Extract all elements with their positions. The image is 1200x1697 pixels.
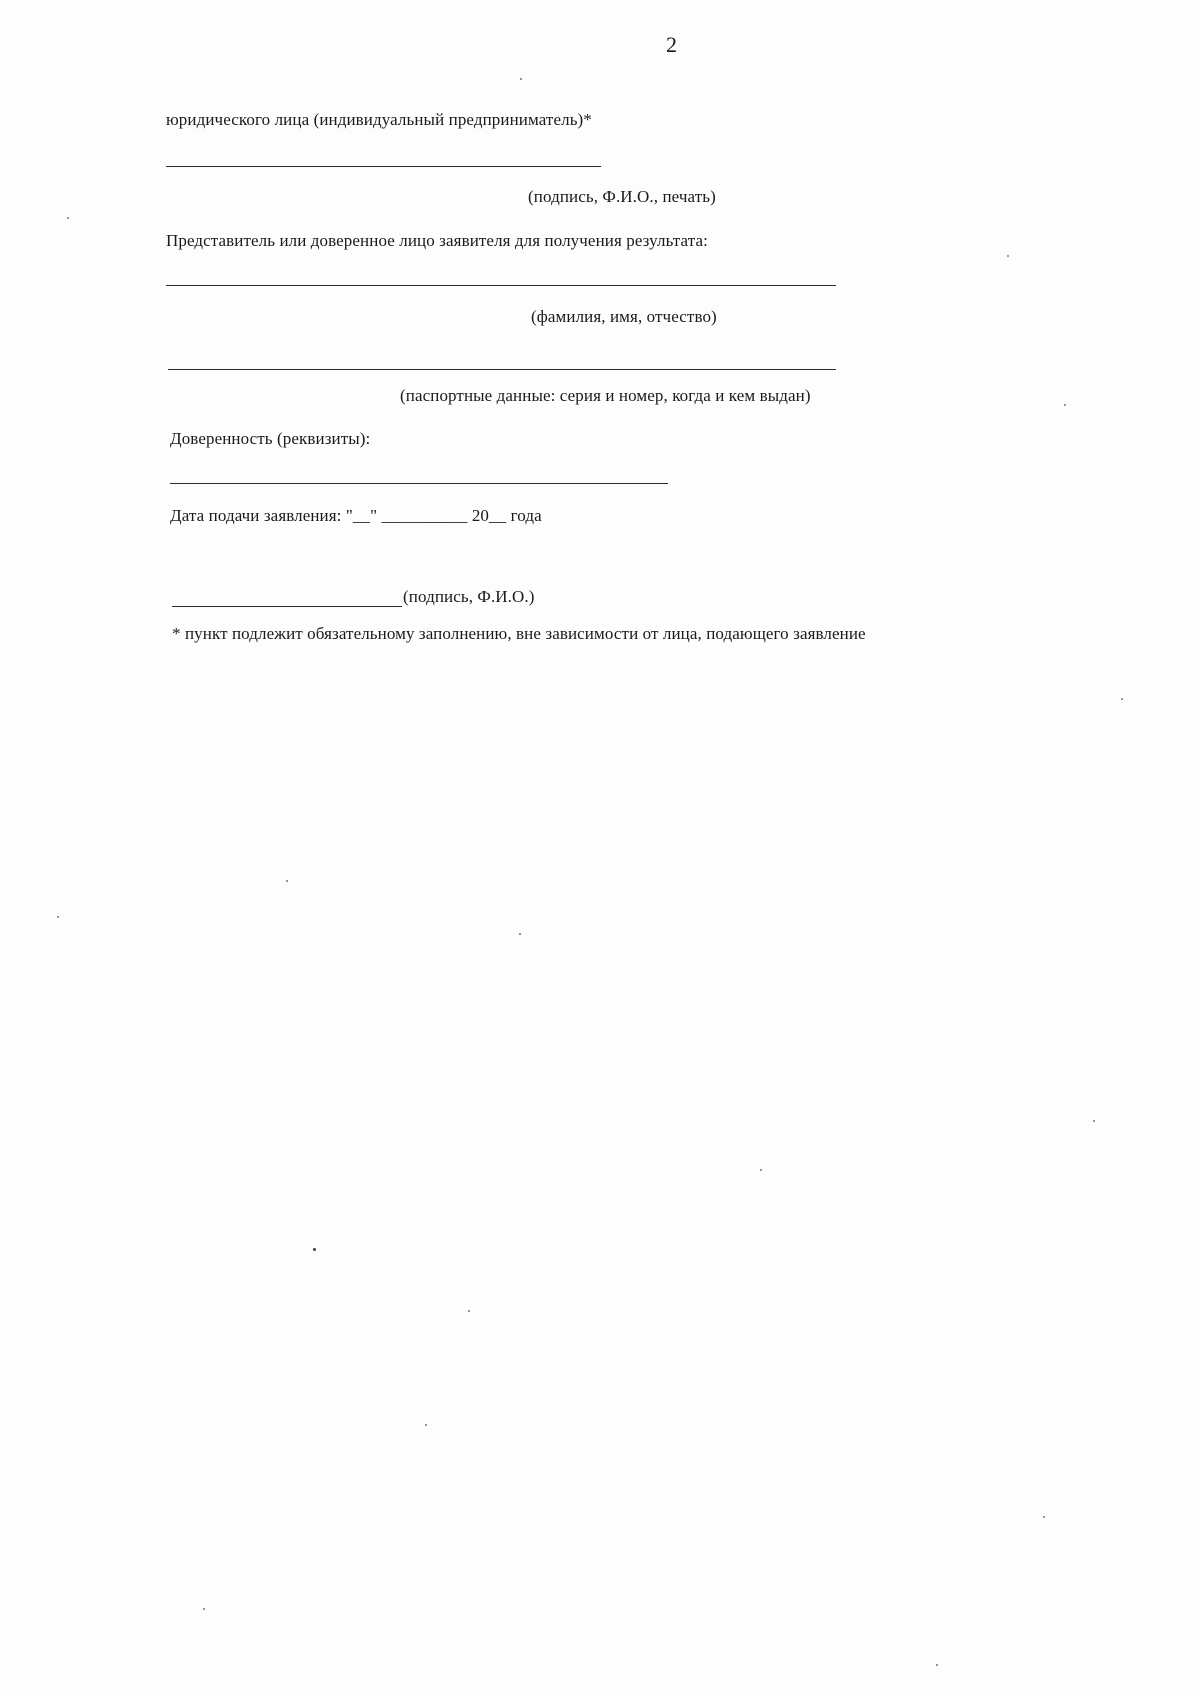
scan-speck [57, 916, 59, 918]
scan-speck [468, 1310, 470, 1312]
representative-name-line [166, 285, 836, 286]
scan-speck [313, 1248, 316, 1251]
passport-caption: (паспортные данные: серия и номер, когда и кем выдан) [400, 386, 811, 405]
scan-speck [1121, 698, 1123, 700]
scan-speck [286, 880, 288, 882]
legal-entity-label: юридического лица (индивидуальный предприниматель)* [166, 110, 592, 129]
scan-speck [1064, 404, 1066, 406]
scan-speck [67, 217, 69, 219]
scan-speck [203, 1608, 205, 1610]
scan-speck [760, 1169, 762, 1171]
application-date-label: Дата подачи заявления: "__" __________ 20__ года [170, 506, 542, 525]
scan-speck [1043, 1516, 1045, 1518]
applicant-signature-line [172, 606, 402, 607]
name-caption: (фамилия, имя, отчество) [531, 307, 717, 326]
scan-speck [936, 1664, 938, 1666]
signature-caption-legal-entity: (подпись, Ф.И.О., печать) [528, 187, 716, 206]
representative-label: Представитель или доверенное лицо заявителя для получения результата: [166, 231, 708, 250]
required-field-footnote: * пункт подлежит обязательному заполнению, вне зависимости от лица, подающего заявление [172, 624, 866, 643]
signature-caption-applicant: (подпись, Ф.И.О.) [403, 587, 535, 606]
passport-data-line [168, 369, 836, 370]
scan-speck [520, 78, 522, 80]
scan-speck [1007, 255, 1009, 257]
power-of-attorney-label: Доверенность (реквизиты): [170, 429, 371, 448]
scan-speck [519, 933, 521, 935]
page-number: 2 [666, 32, 677, 57]
power-of-attorney-line [170, 483, 668, 484]
scan-speck [425, 1424, 427, 1426]
signature-line-legal-entity [166, 166, 601, 167]
scan-speck [1093, 1120, 1095, 1122]
